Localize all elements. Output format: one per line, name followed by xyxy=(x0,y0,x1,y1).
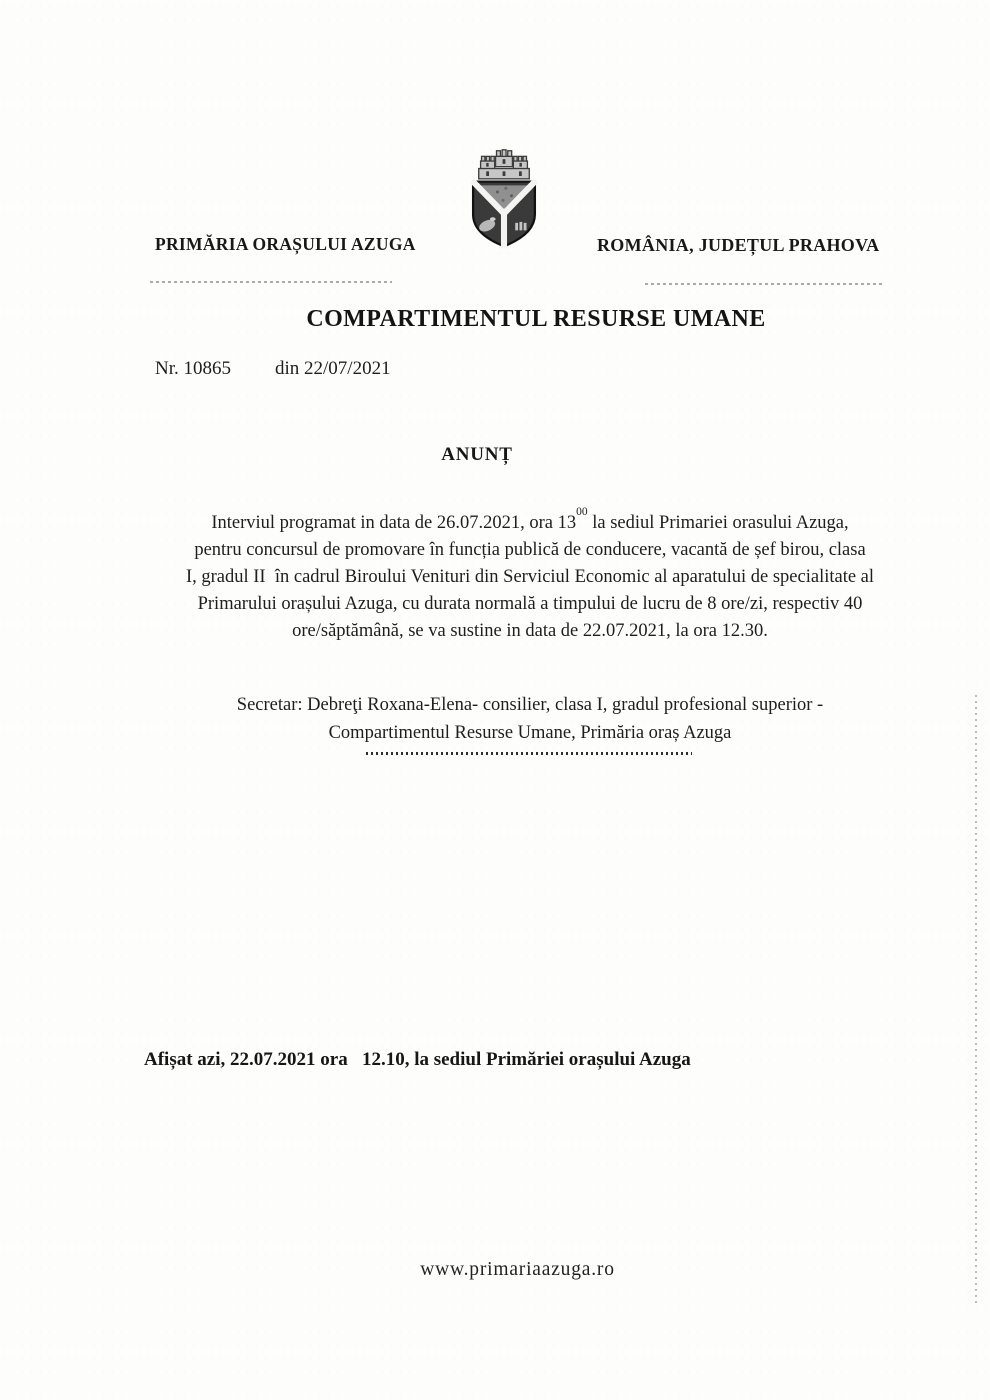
scan-artifact-line xyxy=(975,695,977,1307)
paragraph-line-1-superscript: 00 xyxy=(576,506,588,519)
announcement-paragraph xyxy=(105,505,955,645)
registration-number: Nr. 10865 xyxy=(155,358,231,379)
registration-line xyxy=(155,358,391,380)
secretary-line-2: Compartimentul Resurse Umane, Primăria oraș Azuga xyxy=(328,723,732,743)
paragraph-line-4: Primarului orașului Azuga, cu durata normală a timpului de lucru de 8 ore/zi, respectiv 40 xyxy=(197,594,863,615)
paragraph-line-1-suffix: la sediul Primariei orasului Azuga, xyxy=(587,513,849,534)
secretary-block xyxy=(105,691,955,747)
paragraph-line-3: I, gradul II în cadrul Biroului Venituri din Serviciul Economic al aparatului de specialitate al xyxy=(185,567,875,588)
header-divider-right xyxy=(645,283,883,285)
dotted-separator xyxy=(366,752,692,755)
department-title: COMPARTIMENTUL RESURSE UMANE xyxy=(306,306,766,332)
paragraph-line-2: pentru concursul de promovare în funcția publică de conducere, vacantă de șef birou, clasa xyxy=(194,540,866,561)
announcement-heading: ANUNȚ xyxy=(441,444,513,465)
registration-date: din 22/07/2021 xyxy=(275,358,391,379)
header-divider-left xyxy=(150,281,392,283)
paragraph-line-1 xyxy=(105,505,955,537)
coat-of-arms-icon xyxy=(461,147,547,250)
paragraph-line-1-prefix: Interviul programat in data de 26.07.2021, ora 13 xyxy=(211,513,577,534)
paragraph-line-5: ore/săptămână, se va sustine in data de 22.07.2021, la ora 12.30. xyxy=(292,621,768,642)
header-right-title: ROMÂNIA, JUDEȚUL PRAHOVA xyxy=(597,235,880,255)
posted-note: Afișat azi, 22.07.2021 ora 12.10, la sediul Primăriei orașului Azuga xyxy=(144,1049,691,1070)
secretary-line-1: Secretar: Debreţi Roxana-Elena- consilier, clasa I, gradul profesional superior - xyxy=(236,695,824,715)
website-footer: www.primariaazuga.ro xyxy=(420,1259,615,1280)
header-left-title: PRIMĂRIA ORAȘULUI AZUGA xyxy=(155,234,416,254)
